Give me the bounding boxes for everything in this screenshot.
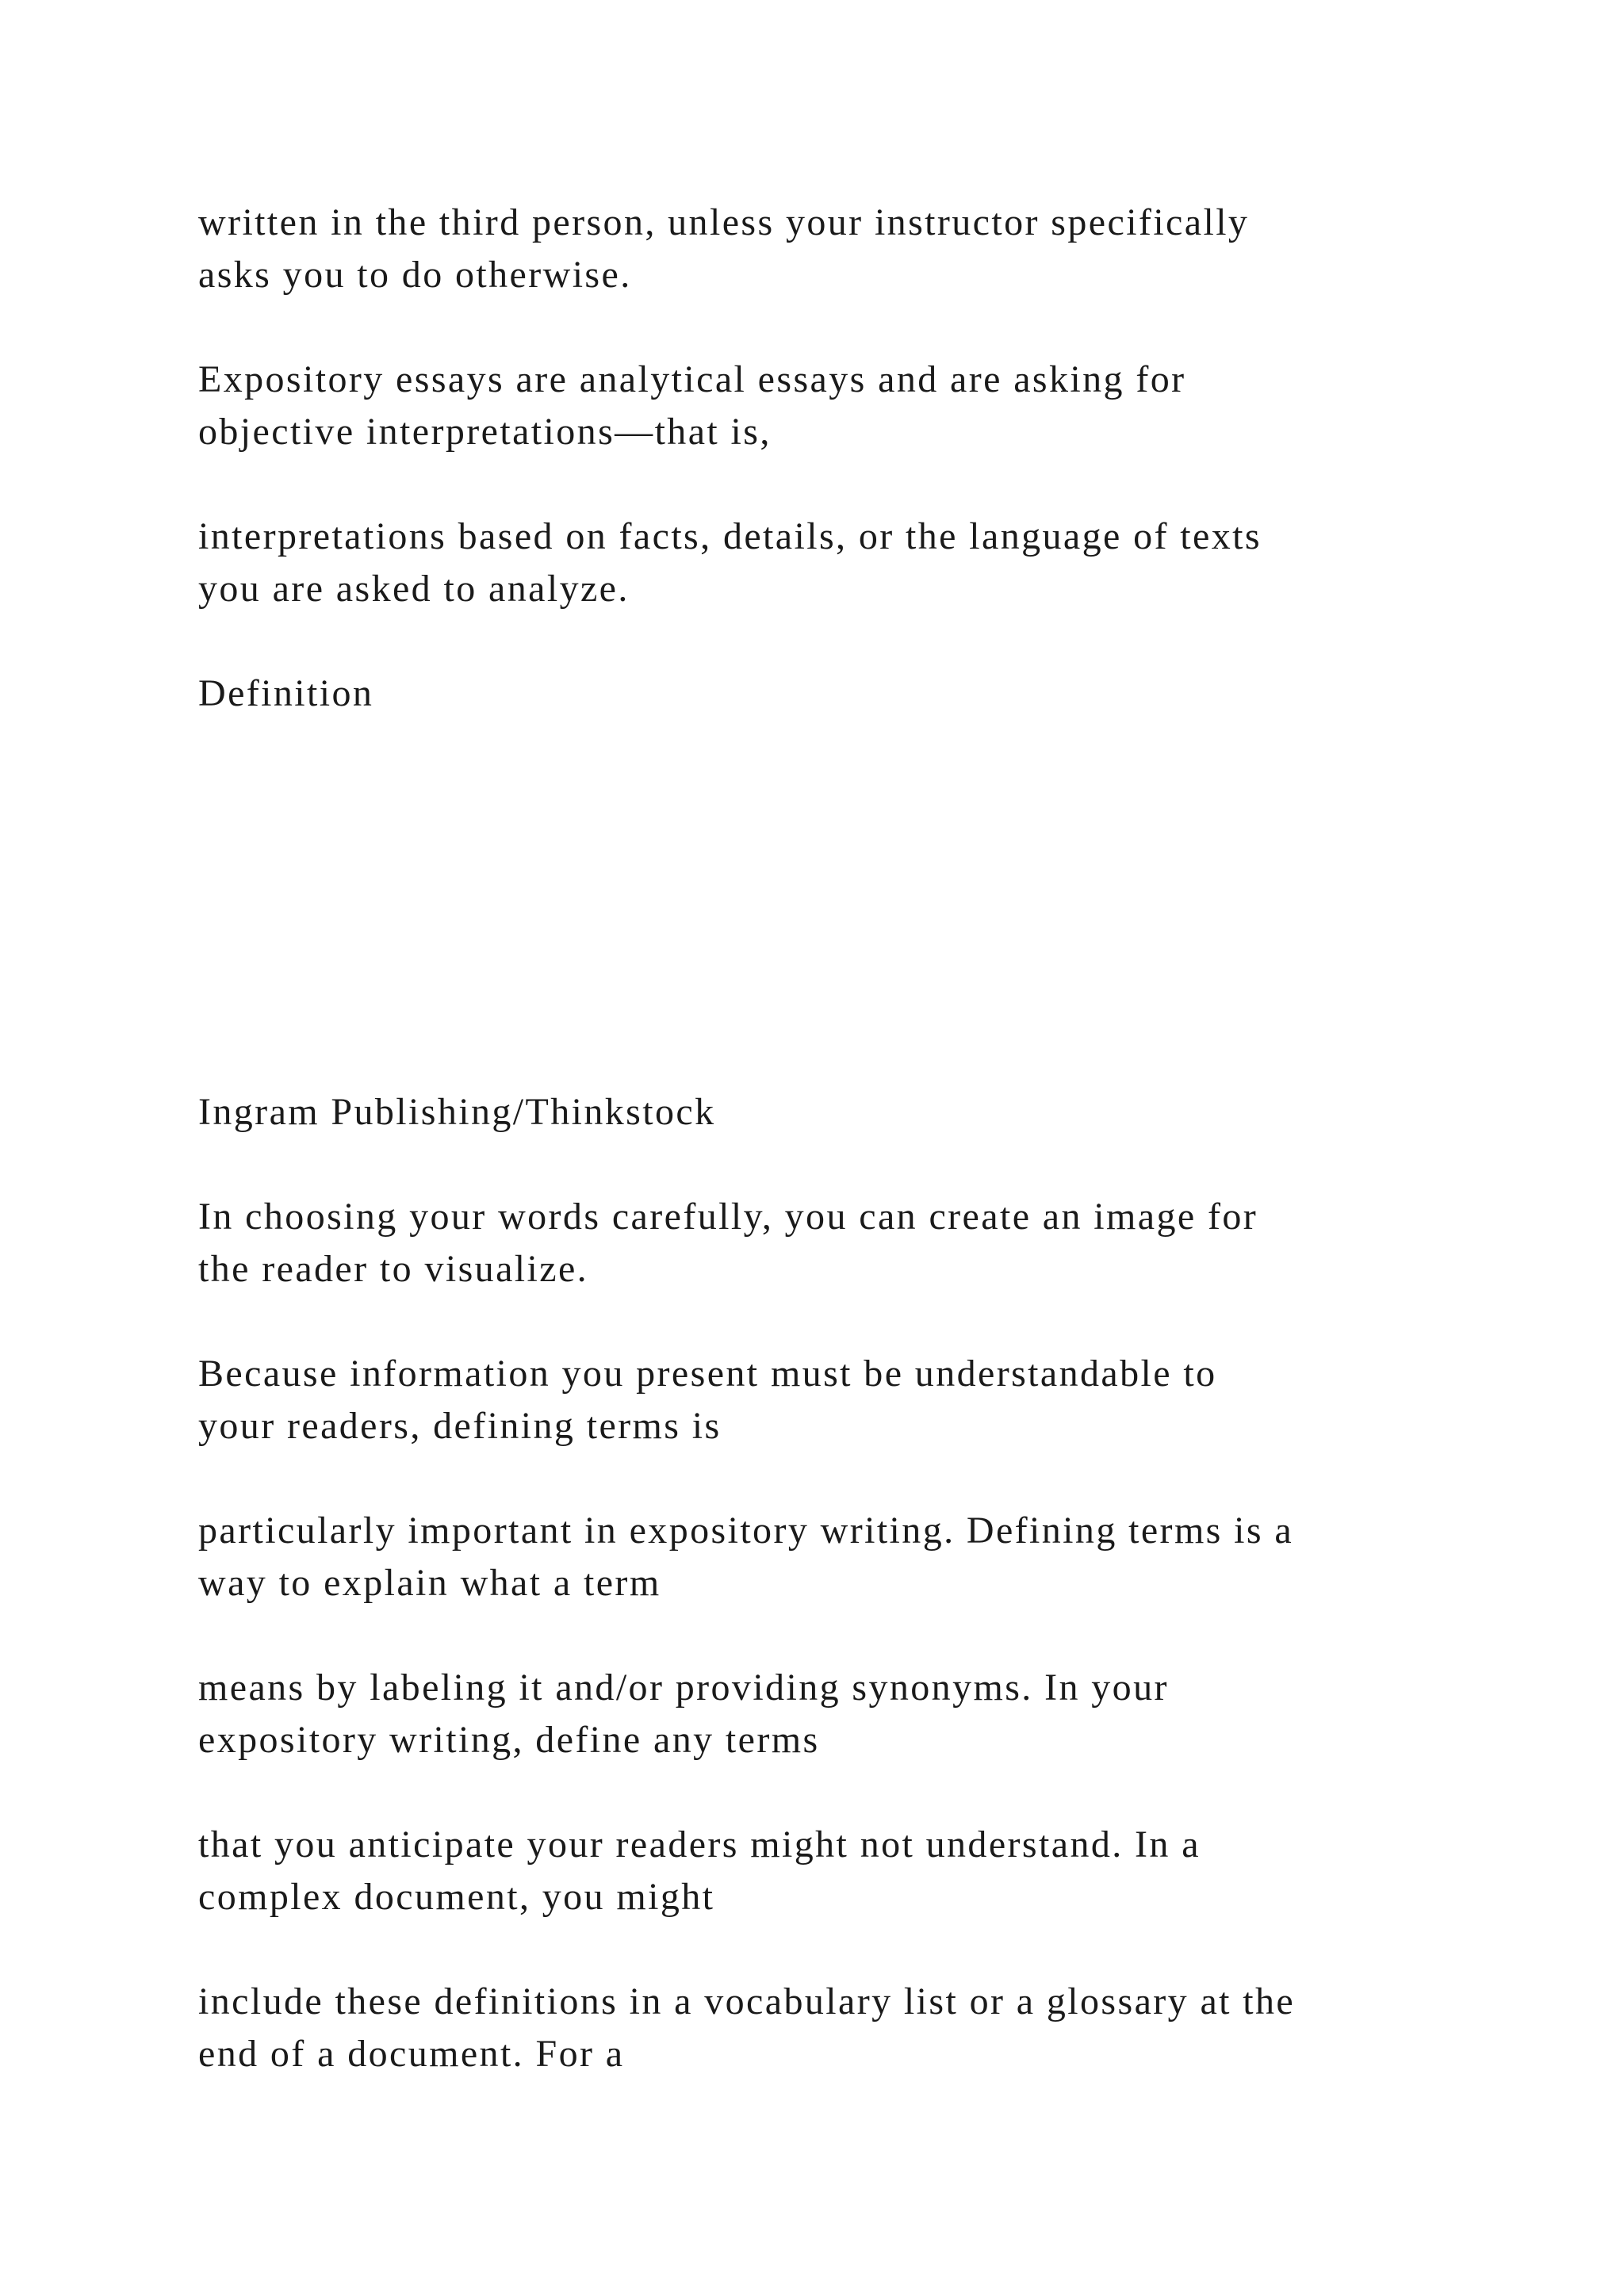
image-caption <box>198 1191 1515 1295</box>
paragraph-expository-essays <box>198 354 1515 458</box>
paragraph-include-definitions <box>198 1976 1515 2080</box>
paragraph-because-information <box>198 1348 1515 1452</box>
text-line: the reader to visualize. <box>198 1248 589 1290</box>
text-line: particularly important in expository writing. Defining terms is a <box>198 1510 1294 1552</box>
text-line: Definition <box>198 672 374 714</box>
paragraph-particularly-important <box>198 1505 1515 1609</box>
text-line: Expository essays are analytical essays and are asking for <box>198 358 1186 400</box>
paragraph-means-by-labeling <box>198 1662 1515 1766</box>
text-line: Ingram Publishing/Thinkstock <box>198 1091 716 1133</box>
text-line: asks you to do otherwise. <box>198 254 632 296</box>
text-line: you are asked to analyze. <box>198 568 630 610</box>
text-line: written in the third person, unless your instructor specifically <box>198 201 1250 243</box>
paragraph-interpretations <box>198 511 1515 615</box>
section-heading-definition <box>198 668 1515 720</box>
text-line: complex document, you might <box>198 1876 715 1918</box>
text-line: expository writing, define any terms <box>198 1719 820 1761</box>
text-line: objective interpretations—that is, <box>198 411 772 453</box>
text-line: In choosing your words carefully, you can create an image for <box>198 1196 1258 1238</box>
text-line: that you anticipate your readers might not understand. In a <box>198 1823 1201 1866</box>
text-line: Because information you present must be understandable to <box>198 1353 1217 1395</box>
text-line: interpretations based on facts, details, or the language of texts <box>198 515 1262 557</box>
text-line: your readers, defining terms is <box>198 1405 722 1447</box>
text-line: end of a document. For a <box>198 2033 625 2075</box>
text-line: include these definitions in a vocabulary list or a glossary at the <box>198 1980 1296 2022</box>
text-line: means by labeling it and/or providing synonyms. In your <box>198 1667 1169 1709</box>
paragraph-anticipate-readers <box>198 1819 1515 1923</box>
image-credit <box>198 1086 1515 1138</box>
text-line: way to explain what a term <box>198 1562 661 1604</box>
paragraph-third-person <box>198 197 1515 301</box>
